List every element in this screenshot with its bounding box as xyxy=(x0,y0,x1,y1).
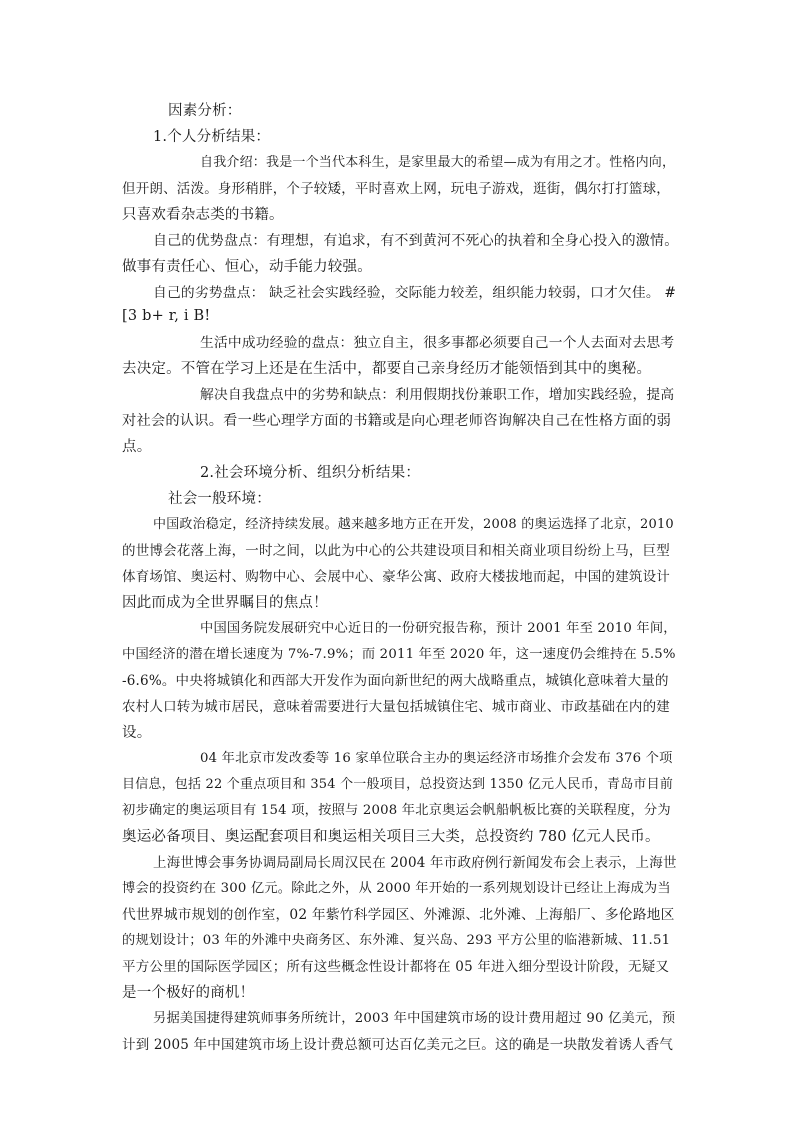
section2-title: 2.社会环境分析、组织分析结果： xyxy=(200,465,421,481)
para4-line-2: 博会的投资约在 300 亿元。除此之外，从 2000 年开始的一系列规划设计已经让上海成为当 xyxy=(122,881,671,896)
solution-line-1: 解决自我盘点中的劣势和缺点：利用假期找份兼职工作，增加实践经验，提高 xyxy=(200,387,675,403)
para2-line-4: 农村人口转为城市居民，意味着需要进行大量包括城镇住宅、城市商业、市政基础在内的建 xyxy=(122,699,670,715)
general-env-title: 社会一般环境： xyxy=(168,491,271,507)
para3-line-3: 初步确定的奥运项目有 154 项，按照与 2008 年北京奥运会帆船帆板比赛的关联程度，分为 xyxy=(122,803,671,818)
para2-line-2: 中国经济的潜在增长速度为 7%-7.9%；而 2011 年至 2020 年，这一速度仍会维持在 5.5% xyxy=(122,647,676,662)
para1-line-4: 因此而成为全世界瞩目的焦点！ xyxy=(122,595,328,611)
solution-line-3: 点。 xyxy=(122,439,152,455)
strengths-line-2: 做事有责任心、恒心，动手能力较强。 xyxy=(122,259,372,275)
para4-line-6: 是一个极好的商机！ xyxy=(122,985,255,1001)
para1-line-1: 中国政治稳定，经济持续发展。越来越多地方正在开发，2008 的奥运选择了北京，2010 xyxy=(153,517,674,532)
solution-line-2: 对社会的认识。看一些心理学方面的书籍或是向心理老师咨询解决自己在性格方面的弱 xyxy=(122,413,672,429)
para4-line-3: 代世界城市规划的创作室，02 年紫竹科学园区、外滩源、北外滩、上海船厂、多伦路地区 xyxy=(122,907,675,923)
success-line-2: 去决定。不管在学习上还是在生活中，都要自己亲身经历才能领悟到其中的奥秘。 xyxy=(122,361,652,377)
para3-line-2: 目信息，包括 22 个重点项目和 354 个一般项目，总投资达到 1350 亿元人民币，青岛市目前 xyxy=(122,777,674,792)
strengths-line-1: 自己的优势盘点：有理想，有追求，有不到黄河不死心的执着和全身心投入的激情。 xyxy=(153,233,679,249)
para1-line-3: 体育场馆、奥运村、购物中心、会展中心、豪华公寓、政府大楼拔地而起，中国的建筑设计 xyxy=(122,569,670,585)
para1-line-2: 的世博会花落上海，一时之间，以此为中心的公共建设项目和相关商业项目纷纷上马，巨型 xyxy=(122,543,670,559)
intro-line-3: 只喜欢看杂志类的书籍。 xyxy=(122,207,284,223)
para5-line-1: 另据美国捷得建筑师事务所统计，2003 年中国建筑市场的设计费用超过 90 亿美元，预 xyxy=(153,1011,676,1026)
para2-line-3: -6.6%。中央将城镇化和西部大开发作为面向新世纪的两大战略重点，城镇化意味着大量的 xyxy=(122,673,669,689)
weaknesses-line-2: [3 b+ r, i B! xyxy=(122,308,211,324)
weaknesses-line-1: 自己的劣势盘点： 缺乏社会实践经验，交际能力较差，组织能力较弱，口才欠佳。 # xyxy=(153,285,677,301)
intro-line-2: 但开朗、活泼。身形稍胖，个子较矮，平时喜欢上网，玩电子游戏，逛街，偶尔打打篮球， xyxy=(122,181,670,197)
para4-line-5: 平方公里的国际医学园区；所有这些概念性设计都将在 05 年进入细分型设计阶段，无疑又 xyxy=(122,959,670,975)
success-line-1: 生活中成功经验的盘点：独立自主，很多事都必须要自己一个人去面对去思考 xyxy=(200,335,675,351)
para3-line-4: 奥运必备项目、奥运配套项目和奥运相关项目三大类，总投资约 780 亿元人民币。 xyxy=(122,829,660,845)
para4-line-1: 上海世博会事务协调局副局长周汉民在 2004 年市政府例行新闻发布会上表示，上海世 xyxy=(153,855,677,871)
intro-line-1: 自我介绍：我是一个当代本科生，是家里最大的希望—成为有用之才。性格内向， xyxy=(200,155,676,170)
section1-title: 1.个人分析结果： xyxy=(153,129,271,145)
para2-line-1: 中国国务院发展研究中心近日的一份研究报告称，预计 2001 年至 2010 年间， xyxy=(200,621,677,636)
para5-line-2: 计到 2005 年中国建筑市场上设计费总额可达百亿美元之巨。这的确是一块散发着诱人香气 xyxy=(122,1037,674,1053)
para2-line-5: 设。 xyxy=(122,725,152,741)
heading: 因素分析： xyxy=(168,103,242,119)
para4-line-4: 的规划设计；03 年的外滩中央商务区、东外滩、复兴岛、293 平方公里的临港新城、11.51 xyxy=(122,933,671,948)
para3-line-1: 04 年北京市发改委等 16 家单位联合主办的奥运经济市场推介会发布 376 个项 xyxy=(200,751,673,766)
